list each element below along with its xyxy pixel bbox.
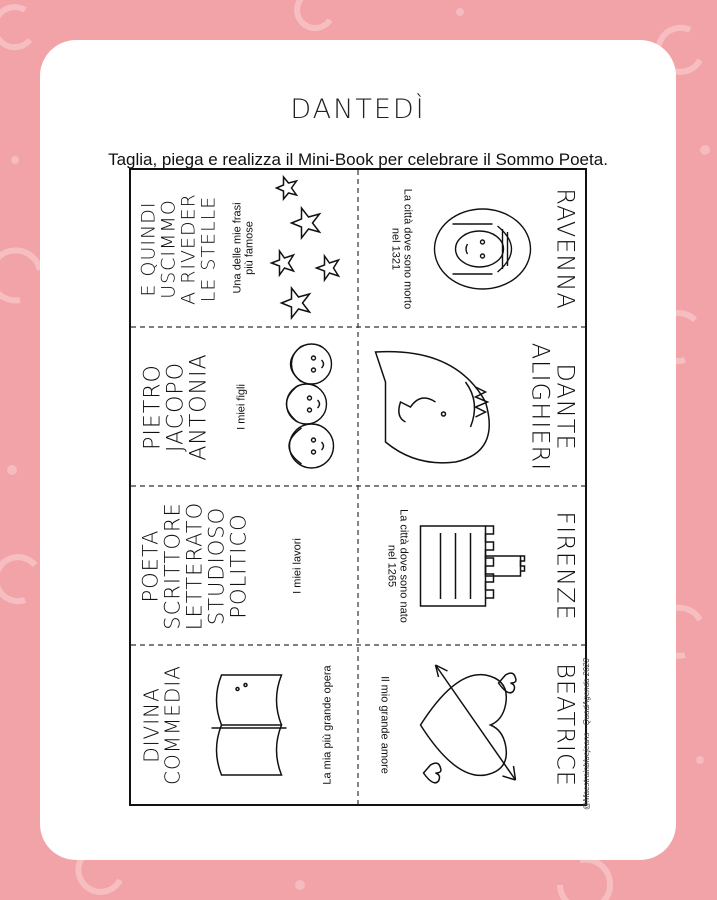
instructions: Taglia, piega e realizza il Mini-Book per celebrare il Sommo Poeta. [108,150,608,169]
heart-arrow-icon [405,660,525,790]
figli-line-3: ANTONIA [186,353,212,461]
commedia-line-2: COMMEDIA [160,665,184,785]
figli-line-2: JACOPO [163,361,189,453]
mosaic-portrait-icon [427,204,537,294]
commedia-line-1: DIVINA [139,687,163,763]
beatrice-caption: Il mio grande amore [378,676,390,774]
ravenna-caption-2: nel 1321 [389,227,401,271]
credit-text: @Maestrainbluejeans - QuadAgenda 2023 [582,658,591,810]
panel-ravenna [358,170,585,328]
panel-beatrice [358,646,585,804]
ravenna-heading: RAVENNA [551,188,579,310]
stelle-caption-2: più famose [243,221,255,275]
panel-figli [131,328,358,486]
stars-icon [261,173,351,323]
beatrice-heading: BEATRICE [551,663,579,787]
commedia-caption: La mia più grande opera [321,665,333,785]
open-book-icon [201,665,291,785]
panel-firenze [358,487,585,645]
panel-dante [358,328,585,486]
panel-commedia [131,646,358,804]
palazzo-vecchio-icon [415,511,525,621]
firenze-caption-1: La città dove sono nato [397,509,409,623]
lavori-line-2: SCRITTORE [160,502,185,630]
figli-caption: I miei figli [235,384,247,430]
firenze-caption-2: nel 1265 [385,544,397,588]
dante-line-2: ALIGHIERI [525,342,554,472]
stelle-line-1: E QUINDI [137,201,159,297]
children-faces-icon [261,336,351,476]
dante-profile-icon [365,342,505,472]
lavori-line-4: STUDIOSO [204,506,229,626]
stelle-line-4: LE STELLE [196,195,219,303]
panel-stelle [131,170,358,328]
firenze-heading: FIRENZE [551,511,579,621]
lavori-line-3: LETTERATO [182,501,207,631]
stelle-line-3: A RIVEDER [176,193,199,305]
lavori-line-5: POLITICO [226,513,251,619]
page-title: DANTEDÌ [290,94,426,125]
lavori-line-1: POETA [138,529,162,603]
stelle-caption-1: Una delle mie frasi [231,202,243,294]
stelle-line-2: USCIMMO [156,199,179,299]
figli-line-1: PIETRO [140,364,165,450]
dante-line-1: DANTE [551,363,579,451]
panel-lavori [131,487,358,645]
mini-book-template [129,168,587,806]
ravenna-caption-1: La città dove sono morto [401,188,413,310]
lavori-caption: I miei lavori [291,538,303,594]
